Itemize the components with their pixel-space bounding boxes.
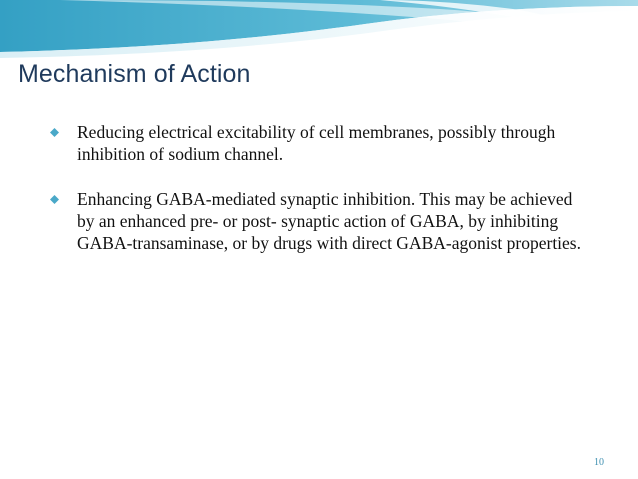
page-number: 10 bbox=[594, 457, 604, 468]
diamond-bullet-icon bbox=[50, 128, 59, 137]
bullet-item bbox=[50, 121, 590, 165]
wave-header-decoration bbox=[0, 0, 638, 60]
bullet-text: Enhancing GABA-mediated synaptic inhibition. This may be achieved by an enhanced pre- or post- synaptic action of GABA, by inhibiting GABA-transaminase, or by drugs with direct GABA-agonist properties. bbox=[77, 189, 581, 253]
bullet-item bbox=[50, 188, 590, 254]
diamond-bullet-icon bbox=[50, 195, 59, 204]
bullet-text: Reducing electrical excitability of cell membranes, possibly through inhibition of sodium channel. bbox=[77, 122, 556, 164]
slide-title: Mechanism of Action bbox=[18, 60, 251, 88]
bullet-list bbox=[50, 121, 590, 277]
